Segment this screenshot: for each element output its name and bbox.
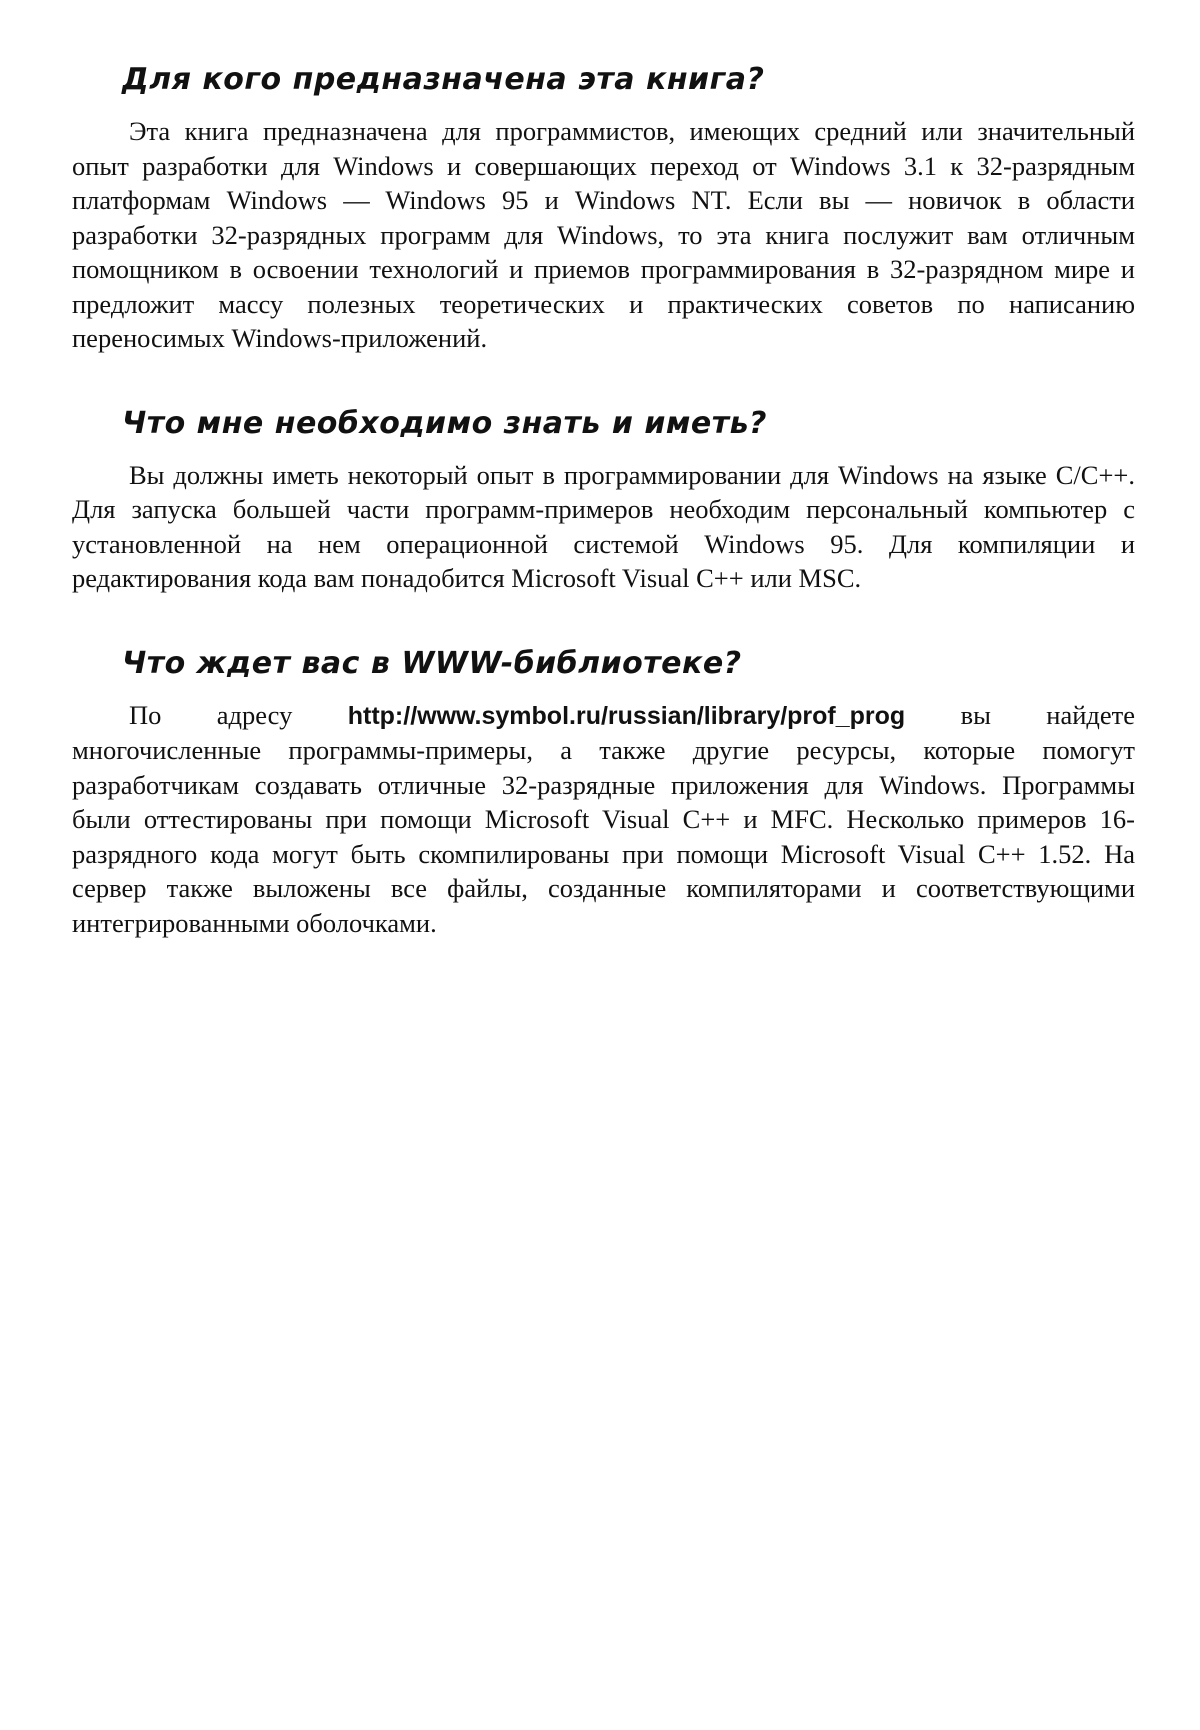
section-www-library <box>72 646 1135 941</box>
section-paragraph <box>72 698 1135 941</box>
page-content <box>72 62 1135 990</box>
section-requirements <box>72 406 1135 596</box>
paragraph-text-after: вы найдете многочисленные программы-примеры, а также другие ресурсы, которые помогут разработчикам создавать отличные 32-разрядные приложения для Windows. Программы были оттестированы при помощи Microsoft Visual C++ и MFC. Несколько примеров 16-разрядного кода могут быть скомпилированы при помощи Microsoft Visual C++ 1.52. На сервер также выложены все файлы, созданные компиляторами и соответствующими интегрированными оболочками. <box>72 699 1136 938</box>
section-heading: Для кого предназначена эта книга? <box>122 62 765 97</box>
library-url-link[interactable]: http://www.symbol.ru/russian/library/prof_prog <box>347 701 906 730</box>
section-paragraph: Вы должны иметь некоторый опыт в программировании для Windows на языке C/C++. Для запуска большей части программ-примеров необходим персональный компьютер с установленной на нем операционной системой Windows 95. Для компиляции и редактирования кода вам понадобится Microsoft Visual C++ или MSC. <box>72 459 1135 593</box>
paragraph-text-before: По адресу <box>129 699 348 730</box>
section-heading: Что ждет вас в WWW-библиотеке? <box>122 645 742 681</box>
section-paragraph: Эта книга предназначена для программистов, имеющих средний или значительный опыт разработки для Windows и совершающих переход от Windows 3.1 к 32-разрядным платформам Windows — Windows 95 и Windows NT. Если вы — новичок в области разработки 32-разрядных программ для Windows, то эта книга послужит вам отличным помощником в освоении технологий и приемов программирования в 32-разрядном мире и предложит массу полезных теоретических и практических советов по написанию переносимых Windows-приложений. <box>72 116 1135 353</box>
section-audience <box>72 62 1135 356</box>
section-heading: Что мне необходимо знать и иметь? <box>122 405 767 441</box>
